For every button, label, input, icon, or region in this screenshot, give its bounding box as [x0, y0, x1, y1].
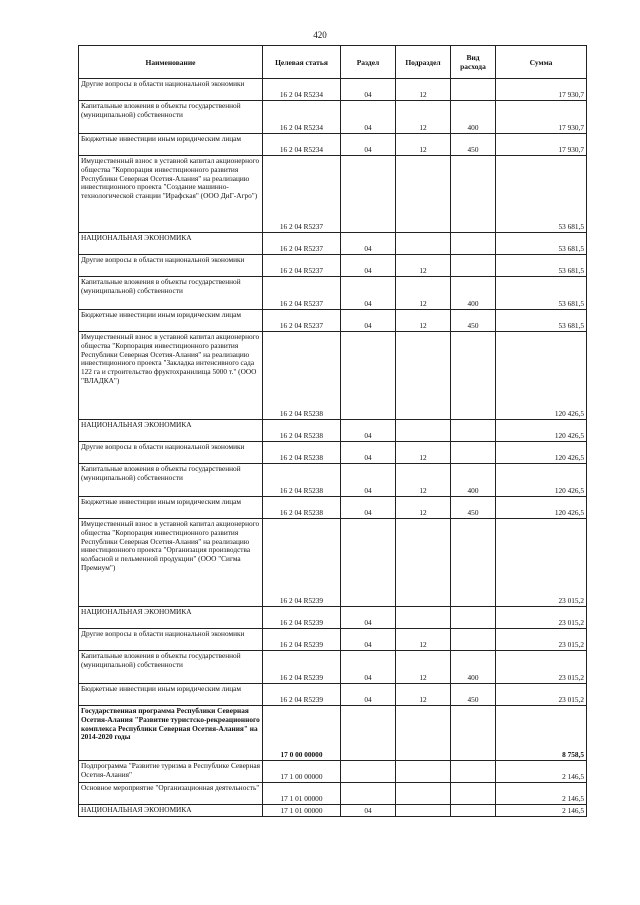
- row-sum: 53 681,5: [496, 255, 587, 277]
- row-name: НАЦИОНАЛЬНАЯ ЭКОНОМИКА: [79, 233, 263, 255]
- row-sum: 2 146,5: [496, 805, 587, 817]
- row-target: 16 2 04 R5237: [263, 255, 341, 277]
- row-target: 16 2 04 R5239: [263, 629, 341, 651]
- table-body: [79, 79, 587, 817]
- table-row: [79, 519, 587, 607]
- row-name: Бюджетные инвестиции иным юридическим лицам: [79, 310, 263, 332]
- row-subsection: [396, 607, 451, 629]
- header-target: Целевая статья: [263, 46, 341, 79]
- row-expense-type: [451, 156, 496, 233]
- row-name: Бюджетные инвестиции иным юридическим лицам: [79, 134, 263, 156]
- row-expense-type: [451, 805, 496, 817]
- header-expense-type: Вид расхода: [451, 46, 496, 79]
- row-target: 16 2 04 R5234: [263, 79, 341, 101]
- row-subsection: 12: [396, 310, 451, 332]
- row-subsection: [396, 805, 451, 817]
- row-sum: 17 930,7: [496, 79, 587, 101]
- row-target: 16 2 04 R5239: [263, 684, 341, 706]
- row-target: 17 0 00 00000: [263, 706, 341, 761]
- row-name: Другие вопросы в области национальной экономики: [79, 255, 263, 277]
- row-section: 04: [341, 684, 396, 706]
- row-name: Подпрограмма "Развитие туризма в Республике Северная Осетия-Алания": [79, 761, 263, 783]
- header-subsection: Подраздел: [396, 46, 451, 79]
- row-subsection: 12: [396, 255, 451, 277]
- row-subsection: 12: [396, 442, 451, 464]
- row-sum: 23 015,2: [496, 629, 587, 651]
- row-expense-type: 400: [451, 651, 496, 684]
- row-section: 04: [341, 442, 396, 464]
- page-number: 420: [313, 30, 327, 40]
- row-sum: 53 681,5: [496, 233, 587, 255]
- table-row: [79, 684, 587, 706]
- row-section: 04: [341, 420, 396, 442]
- row-section: 04: [341, 101, 396, 134]
- row-section: 04: [341, 629, 396, 651]
- row-section: [341, 706, 396, 761]
- table-row: [79, 464, 587, 497]
- row-name: Основное мероприятие "Организационная деятельность": [79, 783, 263, 805]
- row-expense-type: [451, 233, 496, 255]
- row-name: Бюджетные инвестиции иным юридическим лицам: [79, 497, 263, 519]
- row-section: [341, 519, 396, 607]
- row-subsection: 12: [396, 134, 451, 156]
- row-subsection: 12: [396, 497, 451, 519]
- header-name: Наименование: [79, 46, 263, 79]
- row-target: 16 2 04 R5237: [263, 233, 341, 255]
- row-name: Имущественный взнос в уставной капитал акционерного общества "Корпорация инвестиционного развития Республики Северная Осетия-Алания" на реализацию инвестиционного проекта "Организация производства колбасной и пельменной продукции" (ООО "Сигма Премиум"): [79, 519, 263, 607]
- row-expense-type: 450: [451, 684, 496, 706]
- row-section: 04: [341, 79, 396, 101]
- table-row: [79, 442, 587, 464]
- row-sum: 23 015,2: [496, 684, 587, 706]
- table-row: [79, 233, 587, 255]
- row-sum: 23 015,2: [496, 651, 587, 684]
- table-row: [79, 497, 587, 519]
- row-target: 16 2 04 R5237: [263, 277, 341, 310]
- row-sum: 2 146,5: [496, 783, 587, 805]
- row-name: НАЦИОНАЛЬНАЯ ЭКОНОМИКА: [79, 805, 263, 817]
- row-section: [341, 783, 396, 805]
- row-subsection: 12: [396, 629, 451, 651]
- row-expense-type: [451, 629, 496, 651]
- row-subsection: [396, 519, 451, 607]
- row-sum: 120 426,5: [496, 464, 587, 497]
- row-target: 17 1 01 00000: [263, 805, 341, 817]
- row-subsection: [396, 761, 451, 783]
- table-row: [79, 255, 587, 277]
- row-section: 04: [341, 277, 396, 310]
- row-expense-type: 450: [451, 134, 496, 156]
- row-subsection: [396, 420, 451, 442]
- row-subsection: [396, 332, 451, 420]
- row-name: Капитальные вложения в объекты государственной (муниципальной) собственности: [79, 277, 263, 310]
- row-sum: 17 930,7: [496, 101, 587, 134]
- row-section: 04: [341, 651, 396, 684]
- row-name: НАЦИОНАЛЬНАЯ ЭКОНОМИКА: [79, 420, 263, 442]
- table-row: [79, 156, 587, 233]
- row-target: 16 2 04 R5238: [263, 497, 341, 519]
- row-sum: 23 015,2: [496, 519, 587, 607]
- row-name: Имущественный взнос в уставной капитал акционерного общества "Корпорация инвестиционного развития Республики Северная Осетия-Алания" на реализацию инвестиционного проекта "Закладка интенсивного сада 122 га и строительство фруктохранилища 5000 т." (ООО "ВЛАДКА"): [79, 332, 263, 420]
- row-target: 16 2 04 R5237: [263, 310, 341, 332]
- row-subsection: 12: [396, 79, 451, 101]
- row-name: Другие вопросы в области национальной экономики: [79, 442, 263, 464]
- row-subsection: 12: [396, 651, 451, 684]
- row-subsection: [396, 783, 451, 805]
- table-row: [79, 706, 587, 761]
- row-target: 16 2 04 R5239: [263, 519, 341, 607]
- row-sum: 17 930,7: [496, 134, 587, 156]
- row-sum: 120 426,5: [496, 442, 587, 464]
- table-header-row: [79, 46, 587, 79]
- table-row: [79, 651, 587, 684]
- row-expense-type: 400: [451, 464, 496, 497]
- row-target: 17 1 00 00000: [263, 761, 341, 783]
- row-section: 04: [341, 134, 396, 156]
- row-subsection: [396, 156, 451, 233]
- row-target: 16 2 04 R5238: [263, 464, 341, 497]
- table-row: [79, 79, 587, 101]
- table-row: [79, 629, 587, 651]
- row-section: [341, 156, 396, 233]
- row-section: 04: [341, 805, 396, 817]
- row-name: Бюджетные инвестиции иным юридическим лицам: [79, 684, 263, 706]
- table-row: [79, 134, 587, 156]
- row-name: Капитальные вложения в объекты государственной (муниципальной) собственности: [79, 464, 263, 497]
- header-sum: Сумма: [496, 46, 587, 79]
- row-name: Государственная программа Республики Северная Осетия-Алания "Развитие туристско-рекреационного комплекса Республики Северная Осетия-Алания" на 2014-2020 годы: [79, 706, 263, 761]
- row-target: 16 2 04 R5234: [263, 101, 341, 134]
- row-name: Капитальные вложения в объекты государственной (муниципальной) собственности: [79, 651, 263, 684]
- row-expense-type: 450: [451, 497, 496, 519]
- row-section: [341, 332, 396, 420]
- row-section: 04: [341, 464, 396, 497]
- row-expense-type: [451, 706, 496, 761]
- row-target: 17 1 01 00000: [263, 783, 341, 805]
- row-expense-type: [451, 519, 496, 607]
- row-section: 04: [341, 233, 396, 255]
- row-expense-type: 400: [451, 101, 496, 134]
- row-subsection: 12: [396, 101, 451, 134]
- row-target: 16 2 04 R5239: [263, 651, 341, 684]
- table-row: [79, 805, 587, 817]
- row-sum: 23 015,2: [496, 607, 587, 629]
- row-subsection: [396, 233, 451, 255]
- row-sum: 120 426,5: [496, 332, 587, 420]
- row-target: 16 2 04 R5238: [263, 442, 341, 464]
- row-target: 16 2 04 R5234: [263, 134, 341, 156]
- row-sum: 53 681,5: [496, 277, 587, 310]
- row-expense-type: [451, 442, 496, 464]
- row-expense-type: [451, 607, 496, 629]
- row-sum: 53 681,5: [496, 310, 587, 332]
- row-expense-type: 400: [451, 277, 496, 310]
- table-row: [79, 310, 587, 332]
- row-section: 04: [341, 310, 396, 332]
- row-expense-type: [451, 420, 496, 442]
- row-target: 16 2 04 R5238: [263, 332, 341, 420]
- table-row: [79, 420, 587, 442]
- row-section: 04: [341, 497, 396, 519]
- row-target: 16 2 04 R5239: [263, 607, 341, 629]
- table-row: [79, 783, 587, 805]
- row-expense-type: [451, 761, 496, 783]
- table-row: [79, 101, 587, 134]
- row-sum: 120 426,5: [496, 497, 587, 519]
- table-row: [79, 332, 587, 420]
- row-expense-type: [451, 255, 496, 277]
- row-target: 16 2 04 R5238: [263, 420, 341, 442]
- row-name: Другие вопросы в области национальной экономики: [79, 79, 263, 101]
- row-section: 04: [341, 255, 396, 277]
- row-expense-type: [451, 79, 496, 101]
- row-name: Капитальные вложения в объекты государственной (муниципальной) собственности: [79, 101, 263, 134]
- row-subsection: 12: [396, 684, 451, 706]
- row-name: Другие вопросы в области национальной экономики: [79, 629, 263, 651]
- row-subsection: 12: [396, 277, 451, 310]
- row-section: [341, 761, 396, 783]
- row-expense-type: [451, 783, 496, 805]
- row-sum: 8 758,5: [496, 706, 587, 761]
- row-expense-type: [451, 332, 496, 420]
- header-section: Раздел: [341, 46, 396, 79]
- row-name: Имущественный взнос в уставной капитал акционерного общества "Корпорация инвестиционного развития Республики Северная Осетия-Алания" на реализацию инвестиционного проекта "Создание машинно-технологической станции "Ирафская" (ООО ДиГ-Агро"): [79, 156, 263, 233]
- row-name: НАЦИОНАЛЬНАЯ ЭКОНОМИКА: [79, 607, 263, 629]
- row-section: 04: [341, 607, 396, 629]
- table-row: [79, 761, 587, 783]
- table-row: [79, 607, 587, 629]
- row-target: 16 2 04 R5237: [263, 156, 341, 233]
- row-subsection: [396, 706, 451, 761]
- row-sum: 53 681,5: [496, 156, 587, 233]
- table-row: [79, 277, 587, 310]
- row-expense-type: 450: [451, 310, 496, 332]
- row-sum: 2 146,5: [496, 761, 587, 783]
- budget-table: [78, 45, 587, 817]
- row-sum: 120 426,5: [496, 420, 587, 442]
- row-subsection: 12: [396, 464, 451, 497]
